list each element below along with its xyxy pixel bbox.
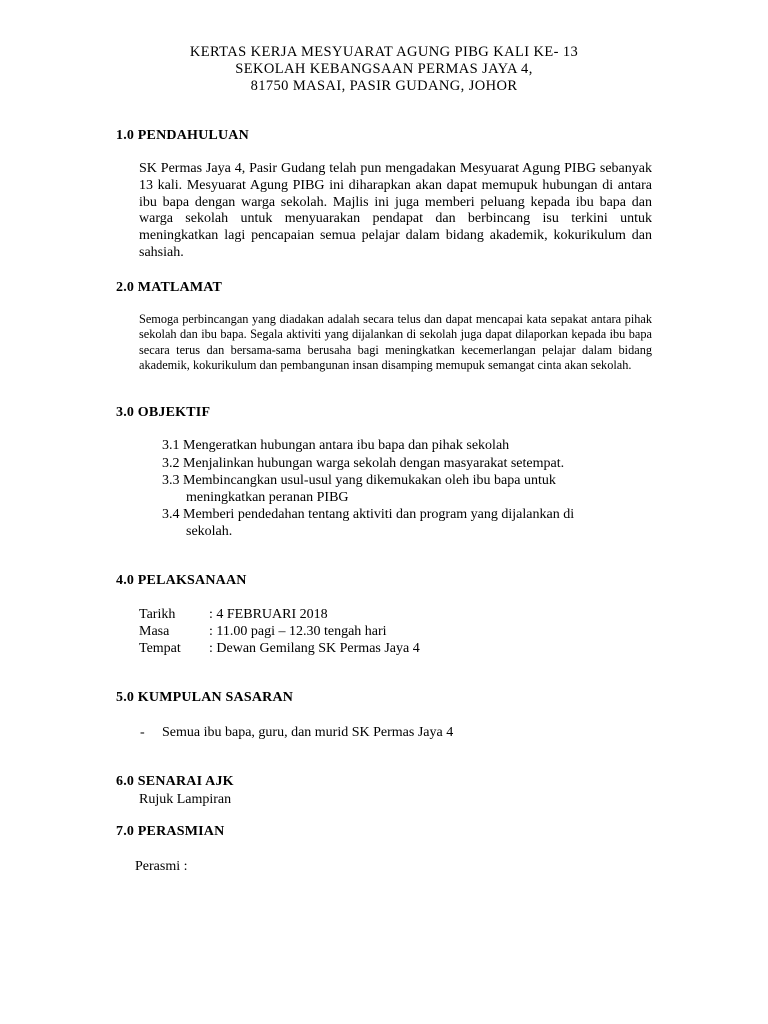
section-2-body: Semoga perbincangan yang diadakan adalah secara telus dan dapat mencapai kata sepakat antara pihak sekolah dan ibu bapa. Segala aktiviti yang dijalankan di sekolah juga dapat dilaporkan kepada ibu bapa secara terus dan bersama-sama berusaha bagi meningkatkan kecemerlangan pelajar dalam bidang akademik, kokurikulum dan pembangunan insan disamping memupuk semangat cinta akan sekolah.	[139, 312, 652, 372]
section-3-heading: 3.0 OBJEKTIF	[116, 405, 211, 420]
objective-item-4: 3.4 Memberi pendedahan tentang aktiviti dan program yang dijalankan di	[162, 507, 575, 522]
school-address: 81750 MASAI, PASIR GUDANG, JOHOR	[250, 78, 518, 94]
target-item: Semua ibu bapa, guru, dan murid SK Permas Jaya 4	[162, 725, 454, 740]
section-5-heading: 5.0 KUMPULAN SASARAN	[116, 690, 294, 705]
tarikh-value: : 4 FEBRUARI 2018	[209, 607, 328, 622]
doc-title: KERTAS KERJA MESYUARAT AGUNG PIBG KALI KE- 13	[189, 44, 579, 60]
ajk-note: Rujuk Lampiran	[139, 792, 232, 807]
tempat-label: Tempat	[139, 641, 181, 656]
row-tarikh	[139, 606, 420, 623]
objective-item-3-cont: meningkatkan peranan PIBG	[186, 490, 349, 505]
objective-item-4-cont: sekolah.	[186, 524, 233, 539]
implementation-table	[139, 606, 420, 657]
target-bullet: -	[140, 725, 145, 740]
section-1-body: SK Permas Jaya 4, Pasir Gudang telah pun mengadakan Mesyuarat Agung PIBG sebanyak 13 kali. Mesyuarat Agung PIBG ini diharapkan akan dapat memupuk hubungan di antara ibu bapa dengan warga sekolah. Majlis ini juga memberi peluang kepada ibu bapa dan warga sekolah untuk menyuarakan pendapat dan berbincang isu terkini untuk meningkatkan lagi pencapaian semua pelajar dalam bidang akademik, kokurikulum dan sahsiah.	[139, 161, 652, 260]
section-1-heading: 1.0 PENDAHULUAN	[116, 128, 249, 143]
section-4-heading: 4.0 PELAKSANAAN	[116, 573, 247, 588]
school-name: SEKOLAH KEBANGSAAN PERMAS JAYA 4,	[235, 61, 533, 77]
section-7-heading: 7.0 PERASMIAN	[116, 824, 225, 839]
masa-value: : 11.00 pagi – 12.30 tengah hari	[209, 624, 387, 639]
objective-item-3: 3.3 Membincangkan usul-usul yang dikemukakan oleh ibu bapa untuk	[162, 473, 556, 488]
tempat-value: : Dewan Gemilang SK Permas Jaya 4	[209, 641, 420, 656]
row-masa	[139, 623, 420, 640]
objective-item-1: 3.1 Mengeratkan hubungan antara ibu bapa dan pihak sekolah	[162, 438, 510, 453]
row-tempat	[139, 640, 420, 657]
section-6-heading: 6.0 SENARAI AJK	[116, 774, 234, 789]
objective-item-2: 3.2 Menjalinkan hubungan warga sekolah dengan masyarakat setempat.	[162, 456, 565, 471]
tarikh-label: Tarikh	[139, 607, 176, 622]
masa-label: Masa	[139, 624, 170, 639]
perasmi-label: Perasmi :	[135, 859, 188, 874]
section-2-heading: 2.0 MATLAMAT	[116, 280, 223, 295]
